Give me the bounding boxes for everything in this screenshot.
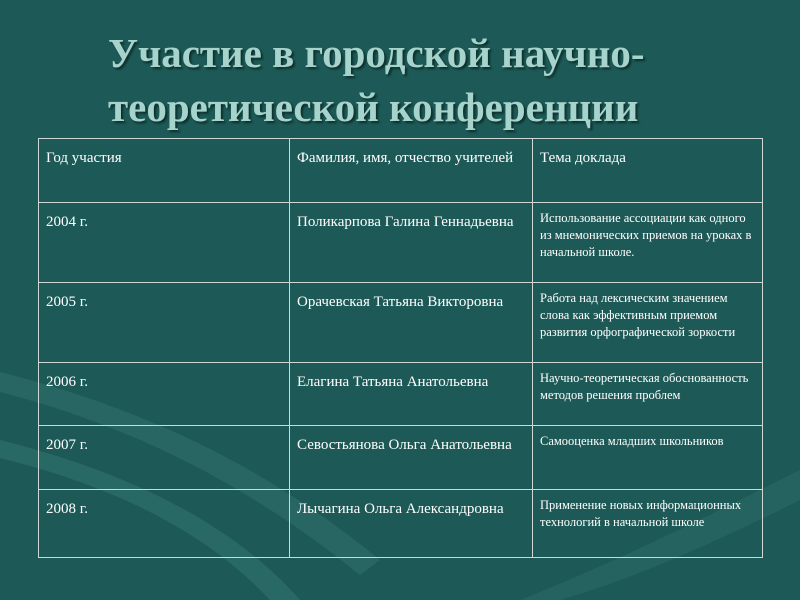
header-report-topic: Тема доклада bbox=[533, 139, 763, 203]
topic-cell: Применение новых информационных технологий в начальной школе bbox=[533, 490, 763, 558]
topic-cell: Использование ассоциации как одного из мнемонических приемов на уроках в начальной школе. bbox=[533, 203, 763, 283]
year-cell: 2004 г. bbox=[39, 203, 290, 283]
table-row bbox=[39, 363, 763, 426]
topic-cell: Работа над лексическим значением слова как эффективным приемом развития орфографической зоркости bbox=[533, 283, 763, 363]
header-teacher-name: Фамилия, имя, отчество учителей bbox=[290, 139, 533, 203]
table-row bbox=[39, 490, 763, 558]
topic-cell: Научно-теоретическая обоснованность методов решения проблем bbox=[533, 363, 763, 426]
table-row bbox=[39, 203, 763, 283]
header-year: Год участия bbox=[39, 139, 290, 203]
table-row bbox=[39, 283, 763, 363]
year-cell: 2005 г. bbox=[39, 283, 290, 363]
teacher-cell: Орачевская Татьяна Викторовна bbox=[290, 283, 533, 363]
year-cell: 2006 г. bbox=[39, 363, 290, 426]
table-header-row bbox=[39, 139, 763, 203]
teacher-cell: Севостьянова Ольга Анатольевна bbox=[290, 426, 533, 490]
table-row bbox=[39, 426, 763, 490]
year-cell: 2008 г. bbox=[39, 490, 290, 558]
teacher-cell: Елагина Татьяна Анатольевна bbox=[290, 363, 533, 426]
title-line-1: Участие в городской научно- bbox=[108, 30, 645, 76]
teacher-cell: Лычагина Ольга Александровна bbox=[290, 490, 533, 558]
title-line-2: теоретической конференции bbox=[108, 84, 639, 130]
page-title bbox=[108, 26, 748, 134]
teacher-cell: Поликарпова Галина Геннадьевна bbox=[290, 203, 533, 283]
year-cell: 2007 г. bbox=[39, 426, 290, 490]
conference-table bbox=[38, 138, 763, 558]
topic-cell: Самооценка младших школьников bbox=[533, 426, 763, 490]
